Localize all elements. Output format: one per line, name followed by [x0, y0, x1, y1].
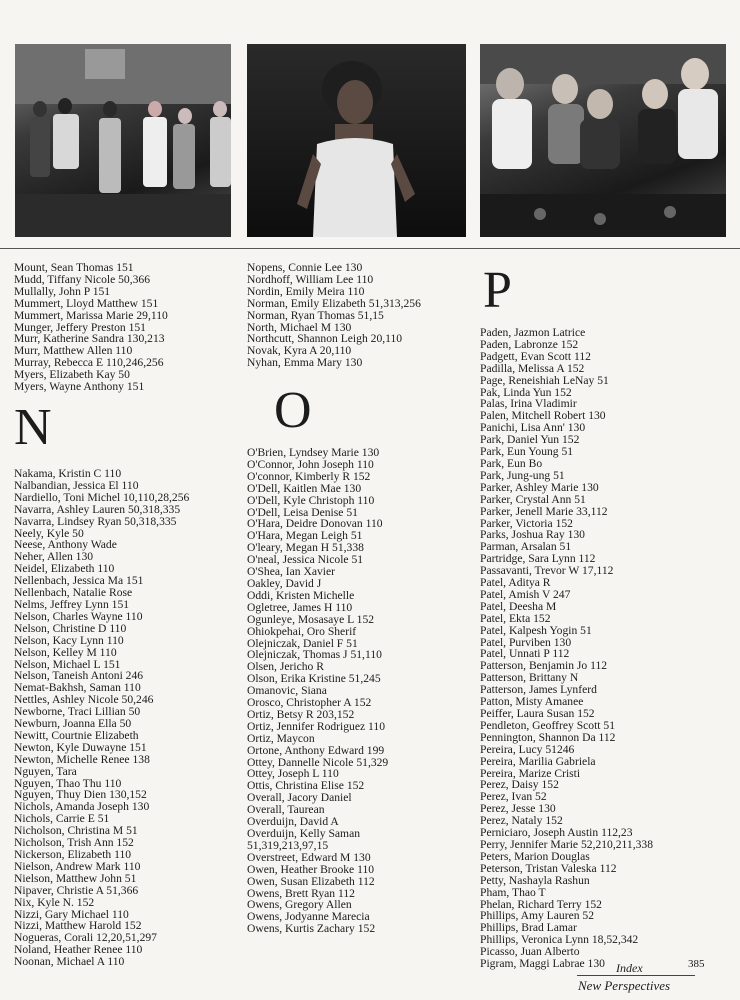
index-entry: Nichols, Amanda Joseph 130 [14, 800, 150, 814]
index-entry: Nelson, Charles Wayne 110 [14, 609, 143, 623]
index-entry: Patel, Purviben 130 [480, 635, 572, 649]
index-entry: Nguyen, Tara [14, 764, 77, 778]
index-entry: Nogueras, Corali 12,20,51,297 [14, 931, 157, 945]
index-entry: Novak, Kyra A 20,110 [247, 344, 352, 358]
index-entry: Nyhan, Emma Mary 130 [247, 356, 363, 370]
index-entry: Nix, Kyle N. 152 [14, 895, 95, 909]
index-entry: Northcutt, Shannon Leigh 20,110 [247, 332, 403, 346]
index-entry: Nicholson, Trish Ann 152 [14, 836, 134, 850]
index-entry: Perez, Jesse 130 [480, 802, 556, 816]
index-entry: Pak, Linda Yun 152 [480, 385, 572, 399]
index-entry: Nettles, Ashley Nicole 50,246 [14, 693, 154, 707]
index-entry: Owen, Heather Brooke 110 [247, 862, 375, 876]
index-entry: Petty, Nashayla Rashun [480, 873, 590, 887]
index-entry: Park, Eun Young 51 [480, 445, 574, 459]
index-entry: Ortiz, Maycon [247, 731, 315, 745]
index-entry: Navarra, Ashley Lauren 50,318,335 [14, 502, 181, 516]
index-entry: Perry, Jennifer Marie 52,210,211,338 [480, 837, 654, 851]
index-entry: Nicholson, Christina M 51 [14, 824, 138, 838]
index-entry: Palen, Mitchell Robert 130 [480, 409, 606, 423]
section-letter-o: O [274, 382, 312, 439]
index-entry: Perez, Ivan 52 [480, 790, 547, 804]
index-entry: Nalbandian, Jessica El 110 [14, 478, 139, 492]
index-entry: Nordin, Emily Meira 110 [247, 284, 365, 298]
index-entry: O'Shea, Ian Xavier [247, 565, 336, 579]
index-entry: Pigram, Maggi Labrae 130 [480, 957, 605, 971]
index-entry: O'Dell, Kaitlen Mae 130 [247, 481, 362, 495]
index-entry: Passavanti, Trevor W 17,112 [480, 564, 614, 578]
index-entry: Paden, Labronze 152 [480, 337, 579, 351]
index-entry: Newburn, Joanna Ella 50 [14, 717, 132, 731]
index-entry: Pereira, Lucy 51246 [480, 742, 575, 756]
index-entry: Murray, Rebecca E 110,246,256 [14, 356, 164, 370]
index-entry: Murr, Katherine Sandra 130,213 [14, 332, 165, 346]
index-entry: Parker, Ashley Marie 130 [480, 480, 599, 494]
index-entry: Parker, Jenell Marie 33,112 [480, 504, 608, 518]
index-entry: Murr, Matthew Allen 110 [14, 344, 133, 358]
index-entry: Park, Eun Bo [480, 456, 543, 470]
index-entry: O'Dell, Leisa Denise 51 [247, 505, 358, 519]
index-entry: Nellenbach, Jessica Ma 151 [14, 574, 144, 588]
divider-rule [0, 248, 740, 249]
photo-performer [247, 44, 466, 237]
index-entry: Newitt, Courtnie Elizabeth [14, 728, 139, 742]
index-entry: Patel, Kalpesh Yogin 51 [480, 623, 592, 637]
index-entry: Noonan, Michael A 110 [14, 955, 125, 969]
index-entry: Parker, Crystal Ann 51 [480, 492, 586, 506]
index-entry: Norman, Ryan Thomas 51,15 [247, 308, 384, 322]
index-column-o [247, 447, 477, 935]
index-entry: Perez, Daisy 152 [480, 778, 559, 792]
index-entry: Nelson, Kelley M 110 [14, 645, 117, 659]
index-entry: Olejniczak, Daniel F 51 [247, 636, 358, 650]
index-entry: Phillips, Amy Lauren 52 [480, 909, 595, 923]
index-entry: Nguyen, Thao Thu 110 [14, 776, 122, 790]
index-entry: Overduijn, David A [247, 815, 339, 829]
index-entry: Navarra, Lindsey Ryan 50,318,335 [14, 514, 177, 528]
index-entry: Patel, Aditya R [480, 576, 551, 590]
index-entry: Noland, Heather Renee 110 [14, 943, 143, 957]
index-entry: Peiffer, Laura Susan 152 [480, 707, 595, 720]
index-entry: Nickerson, Elizabeth 110 [14, 848, 132, 861]
index-entry: O'Hara, Deidre Donovan 110 [247, 517, 383, 531]
index-entry: Palas, Irina Vladimir [480, 397, 577, 411]
index-entry: Peters, Marion Douglas [480, 849, 590, 863]
index-entry: Perez, Nataly 152 [480, 814, 563, 828]
index-entry: 51,319,213,97,15 [247, 838, 329, 852]
index-entry: Myers, Elizabeth Kay 50 [14, 368, 130, 382]
index-entry: Paden, Jazmon Latrice [480, 326, 586, 339]
index-entry: Nipaver, Christie A 51,366 [14, 883, 139, 897]
section-letter-n: N [14, 399, 52, 456]
index-entry: Nardiello, Toni Michel 10,110,28,256 [14, 490, 190, 504]
index-column-n-1 [14, 468, 244, 968]
index-entry: Ortiz, Jennifer Rodriguez 110 [247, 719, 386, 733]
index-entry: Owens, Gregory Allen [247, 898, 352, 912]
index-entry: Pereira, Marilia Gabriela [480, 754, 596, 768]
footer-section-title: New Perspectives [578, 978, 671, 993]
index-entry: Park, Jung-ung 51 [480, 468, 565, 482]
index-entry: Olsen, Jericho R [247, 660, 324, 674]
index-entry: Olson, Erika Kristine 51,245 [247, 672, 381, 686]
index-entry: Pennington, Shannon Da 112 [480, 730, 616, 744]
index-entry: Parks, Joshua Ray 130 [480, 528, 585, 542]
index-entry: Owens, Kurtis Zachary 152 [247, 922, 376, 936]
index-entry: Newton, Michelle Renee 138 [14, 752, 150, 766]
index-entry: Partridge, Sara Lynn 112 [480, 552, 596, 566]
index-entry: O'connor, Kimberly R 152 [247, 469, 371, 483]
index-entry: Ogletree, James H 110 [247, 600, 353, 614]
index-entry: Page, Reneishiah LeNay 51 [480, 373, 609, 387]
index-entry: Padilla, Melissa A 152 [480, 361, 585, 375]
index-entry: Owen, Susan Elizabeth 112 [247, 874, 375, 888]
index-entry: O'Hara, Megan Leigh 51 [247, 529, 363, 543]
index-entry: Panichi, Lisa Ann' 130 [480, 421, 586, 435]
index-entry: Nielson, Matthew John 51 [14, 871, 137, 885]
index-entry: Nakama, Kristin C 110 [14, 467, 122, 480]
index-entry: Picasso, Juan Alberto [480, 945, 580, 959]
index-entry: Nelms, Jeffrey Lynn 151 [14, 597, 130, 611]
index-entry: Patel, Amish V 247 [480, 587, 571, 601]
index-entry: Peterson, Tristan Valeska 112 [480, 861, 617, 875]
index-entry: Patterson, James Lynferd [480, 683, 597, 697]
index-entry: Pham, Thao T [480, 885, 546, 899]
index-entry: Overstreet, Edward M 130 [247, 850, 371, 864]
index-entry: Phillips, Veronica Lynn 18,52,342 [480, 933, 639, 947]
index-entry: Nielson, Andrew Mark 110 [14, 859, 141, 873]
index-entry: O'leary, Megan H 51,338 [247, 541, 364, 555]
section-letter-p: P [483, 262, 512, 319]
index-entry: Parker, Victoria 152 [480, 516, 573, 530]
footer-index-label: Index [616, 961, 643, 975]
index-entry: Newborne, Traci Lillian 50 [14, 705, 141, 719]
index-entry: Ortiz, Betsy R 203,152 [247, 707, 355, 721]
index-entry: Nelson, Taneish Antoni 246 [14, 669, 144, 683]
index-entry: Parman, Arsalan 51 [480, 540, 572, 554]
index-entry: Ohiokpehai, Oro Sherif [247, 624, 357, 638]
index-entry: Neese, Anthony Wade [14, 538, 117, 552]
index-entry: Ottis, Christina Elise 152 [247, 779, 365, 793]
index-entry: Oddi, Kristen Michelle [247, 588, 355, 602]
index-entry: Nichols, Carrie E 51 [14, 812, 110, 826]
index-entry: Phillips, Brad Lamar [480, 921, 577, 935]
index-entry: Nelson, Christine D 110 [14, 621, 127, 635]
photo-group [480, 44, 726, 237]
index-entry: Nemat-Bakhsh, Saman 110 [14, 681, 141, 695]
index-entry: Nelson, Michael L 151 [14, 657, 121, 671]
index-entry: Neher, Allen 130 [14, 550, 94, 564]
index-entry: Pereira, Marize Cristi [480, 766, 581, 780]
index-entry: Nizzi, Matthew Harold 152 [14, 919, 142, 933]
index-entry: Patterson, Benjamin Jo 112 [480, 659, 608, 673]
index-entry: Patel, Deesha M [480, 599, 557, 613]
index-entry: Park, Daniel Yun 152 [480, 433, 580, 447]
index-entry: Myers, Wayne Anthony 151 [14, 380, 145, 394]
index-entry: Patton, Misty Amanee [480, 695, 584, 709]
index-entry: Mullally, John P 151 [14, 284, 111, 298]
index-entry: Patterson, Brittany N [480, 671, 579, 685]
index-entry: Perniciaro, Joseph Austin 112,23 [480, 826, 633, 840]
index-entry: Neidel, Elizabeth 110 [14, 562, 115, 576]
index-entry: Nellenbach, Natalie Rose [14, 586, 133, 600]
index-entry: Overall, Taurean [247, 803, 325, 817]
index-entry: Overall, Jacory Daniel [247, 791, 352, 805]
index-entry: Neely, Kyle 50 [14, 526, 84, 540]
index-entry: Orosco, Christopher A 152 [247, 696, 372, 710]
index-entry: Oakley, David J [247, 576, 322, 590]
index-entry: Ottey, Dannelle Nicole 51,329 [247, 755, 389, 769]
index-entry: Mummert, Marissa Marie 29,110 [14, 308, 168, 322]
index-entry: O'Connor, John Joseph 110 [247, 457, 374, 471]
photo-dancers [15, 44, 231, 237]
index-entry: Ortone, Anthony Edward 199 [247, 743, 385, 757]
page-number: 385 [688, 958, 705, 970]
index-entry: Nordhoff, William Lee 110 [247, 272, 374, 286]
index-entry: Patel, Ekta 152 [480, 611, 551, 625]
index-entry: Ogunleye, Mosasaye L 152 [247, 612, 375, 626]
index-entry: Newton, Kyle Duwayne 151 [14, 740, 147, 754]
index-entry: Owens, Jodyanne Marecia [247, 910, 370, 924]
index-entry: Nguyen, Thuy Dien 130,152 [14, 788, 147, 802]
index-entry: Olejniczak, Thomas J 51,110 [247, 648, 382, 662]
index-entry: Nopens, Connie Lee 130 [247, 261, 363, 274]
index-entry: O'neal, Jessica Nicole 51 [247, 553, 364, 567]
footer-rule [577, 975, 695, 976]
index-entry: Padgett, Evan Scott 112 [480, 349, 591, 363]
index-entry: Munger, Jeffery Preston 151 [14, 320, 146, 334]
index-entry: Patel, Unnati P 112 [480, 647, 570, 661]
index-entry: Nelson, Kacy Lynn 110 [14, 633, 124, 647]
index-entry: Overduijn, Kelly Saman [247, 827, 361, 840]
index-entry: Mudd, Tiffany Nicole 50,366 [14, 272, 151, 286]
index-column-p [480, 327, 730, 970]
index-entry: Mount, Sean Thomas 151 [14, 261, 134, 274]
index-column-n-2 [247, 262, 477, 369]
index-entry: Owens, Brett Ryan 112 [247, 886, 355, 900]
index-entry: Ottey, Joseph L 110 [247, 767, 339, 781]
index-entry: O'Dell, Kyle Christoph 110 [247, 493, 375, 507]
index-column-m [14, 262, 244, 393]
index-entry: Pendleton, Geoffrey Scott 51 [480, 718, 616, 732]
index-entry: Mummert, Lloyd Matthew 151 [14, 296, 159, 310]
index-entry: O'Brien, Lyndsey Marie 130 [247, 446, 380, 459]
index-entry: Omanovic, Siana [247, 684, 327, 698]
index-entry: Norman, Emily Elizabeth 51,313,256 [247, 296, 421, 310]
index-entry: Phelan, Richard Terry 152 [480, 897, 602, 911]
index-entry: Nizzi, Gary Michael 110 [14, 907, 129, 921]
index-entry: North, Michael M 130 [247, 320, 352, 334]
